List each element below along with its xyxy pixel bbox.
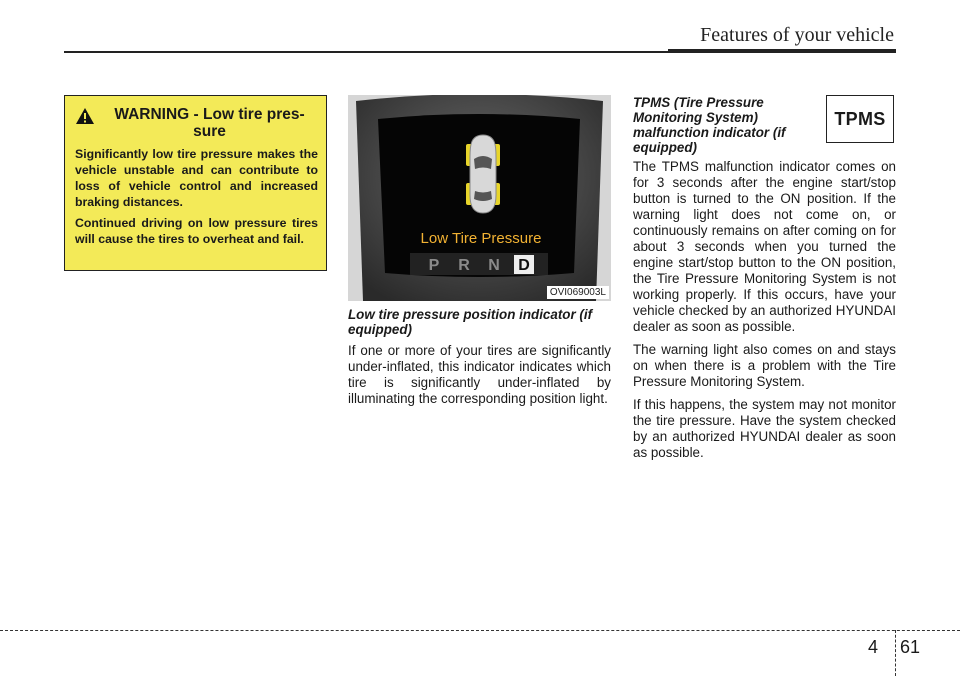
cluster-display-illustration: [348, 95, 611, 301]
body-paragraph: If this happens, the system may not monitor the tire pressure. Have the system checked by an authorized HYUNDAI dealer as soon as possible.: [633, 397, 896, 460]
section-subheading: TPMS (Tire Pressure Monitoring System) malfunction indicator (if equipped): [633, 95, 786, 155]
figure-code: OVI069003L: [547, 286, 609, 299]
warning-paragraph: Significantly low tire pressure makes the vehicle unstable and can contribute to loss of vehicle control and increased braking distances.: [75, 147, 318, 209]
gear-p: P: [428, 257, 440, 274]
header-rule-thick: [668, 49, 896, 53]
page-number-separator: [895, 630, 896, 676]
warning-header: [75, 106, 318, 140]
body-paragraph: The TPMS malfunction indicator comes on for 3 seconds after the engine start/stop button is turned to the ON position. If the warning light does not come on, or continuously remains on after coming on for about 3 seconds when you turned the engine start/stop button to the ON position, the Tire Pressure Monitoring System is not working properly. If this occurs, have your vehicle checked by an authorized HYUNDAI dealer as soon as possible.: [633, 159, 896, 334]
warning-paragraph: Continued driving on low pressure tires will cause the tires to overheat and fail.: [75, 216, 318, 246]
car-top-view-icon: [466, 135, 500, 213]
gear-r: R: [458, 257, 470, 274]
warning-title: [101, 106, 318, 140]
warning-topic: - Low tire pres-sure: [189, 106, 305, 140]
section-subheading: Low tire pressure position indicator (if equipped): [348, 307, 593, 337]
footer-rule: [0, 630, 960, 631]
display-message: Low Tire Pressure: [420, 230, 542, 247]
position-indicator-section: [348, 307, 611, 414]
warning-label: WARNING: [114, 106, 190, 123]
page-number: 61: [900, 637, 921, 657]
body-paragraph: If one or more of your tires are significantly under-inflated, this indicator indicates which tire is significantly under-inflated by illuminating the corresponding position light.: [348, 343, 611, 406]
gear-n: N: [488, 257, 500, 274]
cluster-display-figure: [348, 95, 611, 301]
gear-d-selected: D: [518, 257, 530, 274]
body-paragraph: The warning light also comes on and stays on when there is a problem with the Tire Pressure Monitoring System.: [633, 342, 896, 389]
warning-body: [75, 146, 318, 247]
tpms-malfunction-section: [633, 95, 896, 468]
tpms-indicator-icon: TPMS: [826, 95, 894, 143]
warning-triangle-icon: [75, 107, 95, 125]
warning-box: [64, 95, 327, 271]
chapter-number: 4: [868, 637, 879, 657]
page-header-title: Features of your vehicle: [700, 24, 894, 46]
